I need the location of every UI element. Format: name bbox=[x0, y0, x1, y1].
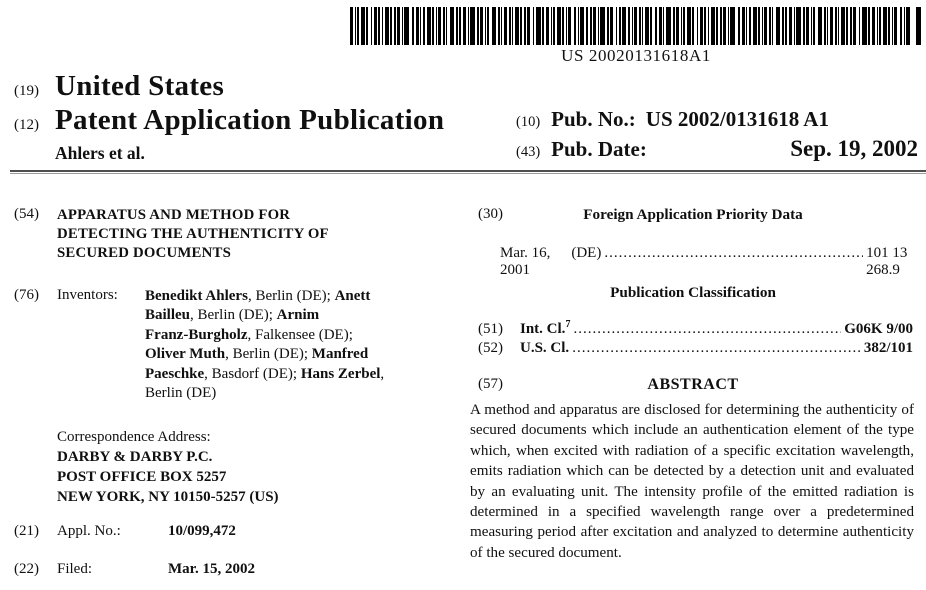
correspondence-label: Correspondence Address: bbox=[57, 429, 211, 445]
int-cl-value: G06K 9/00 bbox=[844, 321, 913, 337]
pub-date-value: Sep. 19, 2002 bbox=[790, 136, 918, 161]
int-cl-label-text: Int. Cl. bbox=[520, 321, 566, 337]
filed-value: Mar. 15, 2002 bbox=[168, 561, 255, 577]
publication-classification-heading: Publication Classification bbox=[610, 284, 776, 301]
barcode-number: US 20020131618A1 bbox=[561, 46, 711, 65]
abstract-heading-row bbox=[470, 376, 916, 394]
pub-date-row bbox=[516, 136, 918, 162]
int-cl-row bbox=[470, 319, 916, 338]
application-number-row bbox=[14, 523, 454, 540]
inventors-code: (76) bbox=[14, 287, 39, 303]
priority-date: Mar. 16, 2001 bbox=[500, 245, 551, 278]
header-country-row bbox=[14, 70, 224, 103]
us-cl-code: (52) bbox=[478, 340, 503, 356]
applicant-name: Ahlers et al. bbox=[55, 143, 145, 163]
appl-label: Appl. No.: bbox=[57, 523, 121, 539]
foreign-priority-heading-row bbox=[470, 206, 916, 224]
int-cl-code: (51) bbox=[478, 321, 503, 337]
abstract-text: A method and apparatus are disclosed for determining the authenticity of secured documents which include an authentication element of the type which, when excited with radiation of a specific excitation wavelength, emits radiation which can be detected by a detection unit and evaluated by an evaluating unit. The intensity profile of the emitted radiation is determined in a specified wavelength range over a predetermined measuring period after excitation and analyzed to determine authenticity of the secured document. bbox=[470, 402, 914, 561]
kind-code-12: (12) bbox=[14, 117, 39, 133]
filed-code: (22) bbox=[14, 561, 39, 577]
pub-no-label: Pub. No.: bbox=[551, 107, 636, 131]
pub-no-code: (10) bbox=[516, 114, 541, 130]
header-divider-rule bbox=[10, 170, 926, 174]
inventors-list: Benedikt Ahlers, Berlin (DE); Anett Bailleu, Berlin (DE); Arnim Franz-Burgholz, Falkensee (DE); Oliver Muth, Berlin (DE); Manfred Paeschke, Basdorf (DE); Hans Zerbel, Berlin (DE) bbox=[145, 288, 385, 402]
kind-code-19: (19) bbox=[14, 83, 39, 99]
int-cl-label bbox=[520, 319, 570, 338]
country-title: United States bbox=[55, 70, 225, 102]
invention-title-row bbox=[14, 206, 454, 263]
header-doctype-row bbox=[14, 104, 444, 137]
barcode bbox=[350, 7, 922, 45]
priority-number: 101 13 268.9 bbox=[866, 245, 908, 278]
barcode-image bbox=[350, 7, 922, 45]
filed-date-row bbox=[14, 561, 454, 578]
us-cl-leader-dots bbox=[572, 340, 861, 357]
appl-code: (21) bbox=[14, 523, 39, 539]
priority-leader-dots bbox=[604, 245, 863, 262]
abstract-heading: ABSTRACT bbox=[647, 376, 739, 393]
pub-date-code: (43) bbox=[516, 144, 541, 160]
appl-value: 10/099,472 bbox=[168, 523, 236, 539]
int-cl-leader-dots bbox=[573, 321, 841, 338]
abstract-code: (57) bbox=[478, 376, 503, 392]
title-code: (54) bbox=[14, 206, 39, 222]
publication-classification-heading-row bbox=[470, 284, 916, 302]
invention-title: APPARATUS AND METHOD FOR DETECTING THE AUTHENTICITY OF SECURED DOCUMENTS bbox=[57, 207, 329, 261]
priority-data-row bbox=[470, 245, 916, 279]
pub-date-label: Pub. Date: bbox=[551, 137, 647, 161]
us-cl-label: U.S. Cl. bbox=[520, 340, 570, 356]
us-cl-row bbox=[470, 340, 916, 357]
foreign-priority-heading: Foreign Application Priority Data bbox=[583, 206, 803, 223]
pub-no-value: US 2002/0131618 A1 bbox=[645, 107, 829, 131]
inventors-row bbox=[14, 287, 460, 403]
correspondence-block bbox=[57, 427, 279, 507]
us-cl-value: 382/101 bbox=[863, 340, 913, 356]
filed-label: Filed: bbox=[57, 561, 93, 577]
priority-country: (DE) bbox=[571, 245, 602, 261]
priority-code: (30) bbox=[478, 206, 503, 222]
correspondence-address: DARBY & DARBY P.C. POST OFFICE BOX 5257 NEW YORK, NY 10150-5257 (US) bbox=[57, 449, 279, 505]
inventors-label: Inventors: bbox=[57, 287, 118, 303]
doc-type-title: Patent Application Publication bbox=[55, 104, 445, 136]
int-cl-superscript: 7 bbox=[565, 319, 571, 330]
pub-no-row bbox=[516, 107, 918, 132]
